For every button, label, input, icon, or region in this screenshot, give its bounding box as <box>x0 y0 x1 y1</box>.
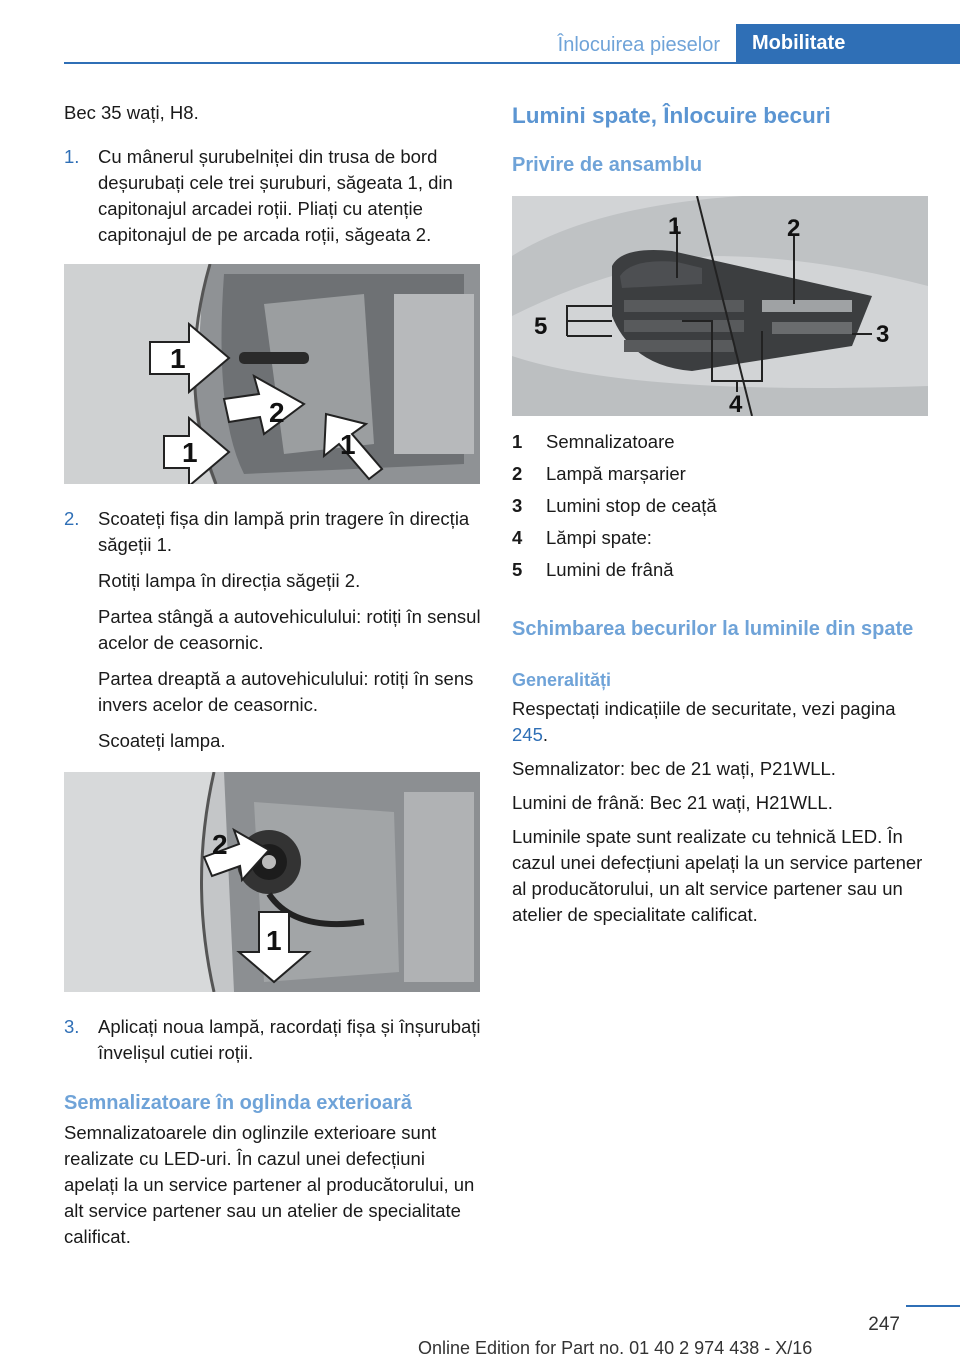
step-2 <box>64 506 482 754</box>
fig3-label: 4 <box>729 391 743 416</box>
figure-tail-light-overview <box>512 196 928 416</box>
fig2-label: 1 <box>266 925 282 956</box>
bulb-change-heading: Schimbarea becurilor la luminile din spate <box>512 618 914 640</box>
fig2-label: 2 <box>212 829 228 860</box>
brake-bulb-spec: Lumini de frână: Bec 21 wați, H21WLL. <box>512 792 833 813</box>
rear-lights-heading: Lumini spate, Înlocuire becuri <box>512 103 831 128</box>
step-number: 1. <box>64 146 80 167</box>
safety-note: Respectați indicațiile de securitate, vezi pagina 245. <box>512 698 896 745</box>
page-number: 247 <box>868 1314 900 1335</box>
step-text: Aplicați noua lampă, racordați fișa și înșurubați învelișul cutiei roții. <box>98 1016 481 1063</box>
led-info-text: Luminile spate sunt realizate cu tehnică LED. În cazul unei defecțiuni apelați la un service partener al producătorului, un alt service partener sau un atelier de specialitate calificat. <box>512 826 923 925</box>
step-1 <box>64 144 482 248</box>
legend-item: 1 Semnalizatoare <box>512 431 675 452</box>
step-substep: Rotiți lampa în direcția săgeții 2. <box>98 570 361 591</box>
step-text: Cu mânerul șurubelniței din trusa de bord deșurubați cele trei șuruburi, săgeata 1, din capitonajul arcadei roții. Pliați cu atenție capitonajul de pe arcada roții, săgeata 2. <box>98 146 453 245</box>
legend-item: 2 Lampă marșarier <box>512 463 686 484</box>
figure-wheel-arch-lining <box>64 264 480 484</box>
figure-lamp-removal <box>64 772 480 992</box>
fig3-label: 3 <box>876 321 890 348</box>
footer-rule <box>906 1305 960 1307</box>
step-substep: Partea stângă a autovehiculului: rotiți în sensul acelor de ceasornic. <box>98 606 481 653</box>
fig3-label: 1 <box>668 213 682 240</box>
step-3 <box>64 1014 482 1066</box>
step-substep: Partea dreaptă a autovehiculului: rotiți în sens invers acelor de ceasornic. <box>98 668 474 715</box>
bulb-spec-intro: Bec 35 wați, H8. <box>64 102 199 123</box>
general-heading: Generalități <box>512 670 612 690</box>
fig3-label: 5 <box>534 313 548 340</box>
step-substep: Scoateți lampa. <box>98 730 226 751</box>
header-chapter-tab[interactable]: Mobilitate <box>736 24 960 62</box>
header-rule <box>64 62 960 64</box>
edition-footer: Online Edition for Part no. 01 40 2 974 438 - X/16 <box>418 1338 813 1358</box>
overview-heading: Privire de ansamblu <box>512 154 703 176</box>
legend-item: 5 Lumini de frână <box>512 559 674 580</box>
step-number: 2. <box>64 508 80 529</box>
fig1-label: 1 <box>170 343 186 374</box>
fig1-label: 2 <box>269 397 285 428</box>
legend-item: 3 Lumini stop de ceață <box>512 495 717 516</box>
fig1-label: 1 <box>182 437 198 468</box>
fig1-label: 1 <box>340 429 356 460</box>
mirror-indicator-text: Semnalizatoarele din oglinzile exterioare sunt realizate cu LED-uri. În cazul unei defecțiuni apelați la un service partener al producătorului, un alt service partener sau un atelier de specialitate calificat. <box>64 1122 475 1247</box>
mirror-indicator-heading: Semnalizatoare în oglinda exterioară <box>64 1092 412 1114</box>
step-text: Scoateți fișa din lampă prin tragere în direcția săgeții 1. <box>98 508 470 555</box>
header-section-title: Înlocuirea pieselor <box>557 34 720 56</box>
fig3-label: 2 <box>787 215 801 242</box>
step-number: 3. <box>64 1016 80 1037</box>
tail-light-legend <box>512 426 930 586</box>
left-column <box>64 100 482 1250</box>
page-link[interactable]: 245 <box>512 724 543 745</box>
signal-bulb-spec: Semnalizator: bec de 21 wați, P21WLL. <box>512 758 836 779</box>
legend-item: 4 Lămpi spate: <box>512 527 652 548</box>
right-column <box>512 100 930 928</box>
